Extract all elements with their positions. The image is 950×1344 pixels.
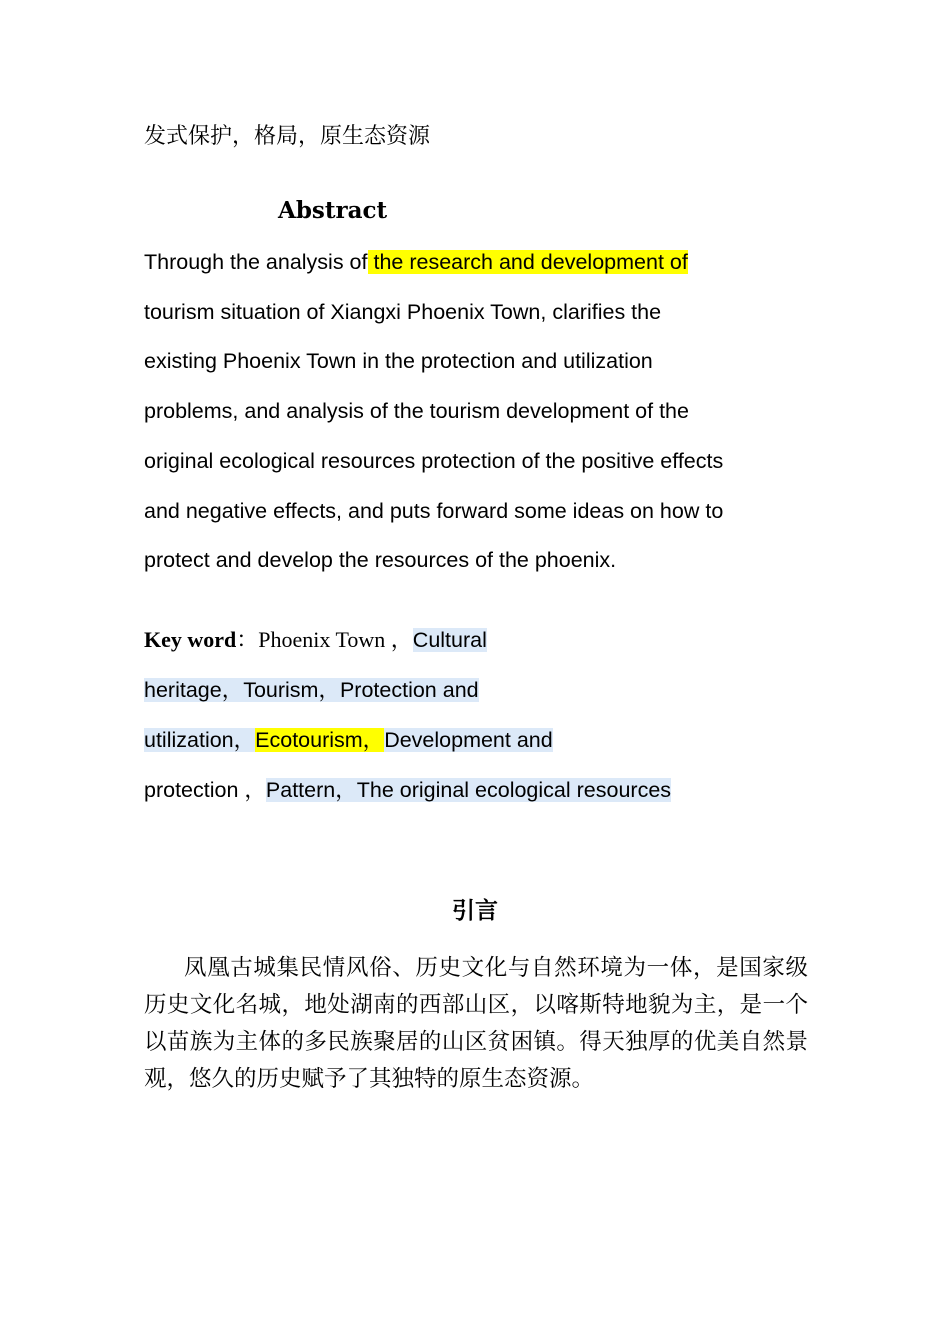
keyword-phoenix-town: Phoenix Town ， (258, 627, 413, 652)
abstract-line-2: tourism situation of Xiangxi Phoenix Town, clarifies the (144, 300, 662, 324)
chinese-keywords-continuation: 发式保护，格局，原生态资源 (144, 124, 431, 149)
abstract-highlight: the research and development of (367, 250, 688, 274)
abstract-line-1-text: Through the analysis of (144, 250, 368, 274)
keywords-colon: ： (236, 627, 259, 652)
keyword-pattern: Pattern，The original ecological resources (265, 778, 672, 802)
keywords-line-2 (144, 676, 479, 704)
keyword-ecotourism: Ecotourism， (255, 728, 385, 752)
intro-paragraph: 凤凰古城集民情风俗、历史文化与自然环境为一体，是国家级历史文化名城，地处湖南的西部山区，以喀斯特地貌为主，是一个以苗族为主体的多民族聚居的山区贫困镇。得天独厚的优美自然景观，悠久的历史赋予了其独特的原生态资源。 (144, 955, 808, 1092)
abstract-line-7: protect and develop the resources of the phoenix. (144, 548, 617, 572)
abstract-line-3: existing Phoenix Town in the protection and utilization (144, 349, 653, 373)
keywords-line-3 (144, 726, 553, 754)
keywords-label: Key word (144, 627, 237, 652)
keyword-cultural: Cultural (412, 628, 487, 652)
abstract-line-4: problems, and analysis of the tourism development of the (144, 399, 689, 423)
abstract-line-5: original ecological resources protection of the positive effects (144, 449, 724, 473)
keyword-protection: protection ， (144, 778, 266, 802)
abstract-line-6: and negative effects, and puts forward some ideas on how to (144, 499, 724, 523)
abstract-heading: Abstract (278, 197, 388, 224)
keyword-utilization: utilization， (144, 728, 256, 752)
intro-heading: 引言 (452, 897, 498, 924)
keywords-line-4 (144, 776, 671, 804)
keyword-development: Development and (384, 728, 553, 752)
keywords-line-1 (144, 626, 487, 654)
abstract-line-1 (144, 248, 688, 276)
keywords-line-2-text: heritage，Tourism，Protection and (144, 678, 479, 702)
